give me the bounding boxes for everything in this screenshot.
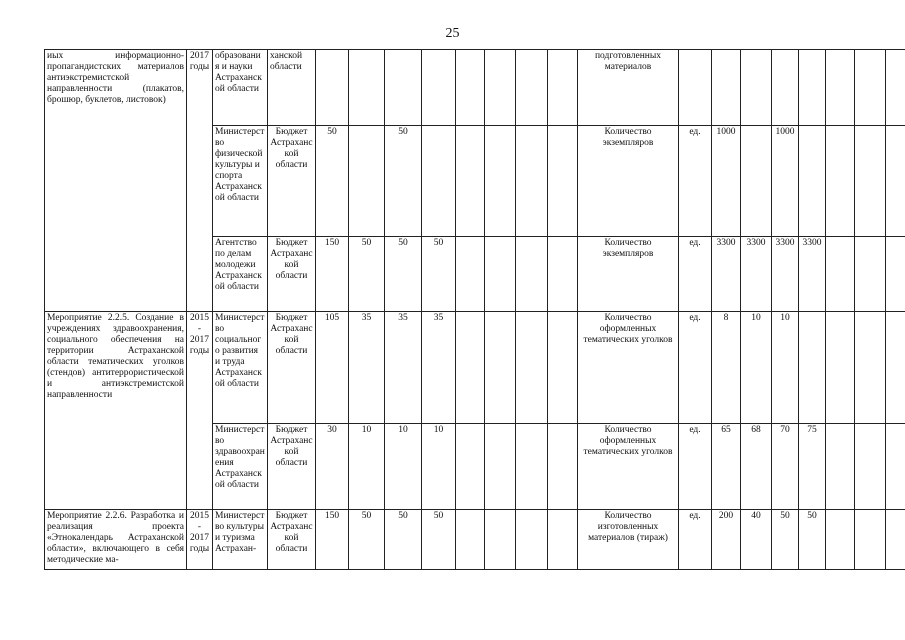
measure-years: 2017 годы [187, 50, 213, 312]
empty-cell [516, 312, 548, 424]
empty-cell [548, 424, 578, 510]
funding-2016: 50 [385, 510, 422, 570]
empty-cell [548, 50, 578, 126]
indicator-name: Количество изготовленных материалов (тираж) [578, 510, 679, 570]
target-2017: 50 [799, 510, 826, 570]
target-2017: 3300 [799, 237, 826, 312]
target-base: 1000 [712, 126, 741, 237]
funding-2015: 50 [349, 237, 385, 312]
empty-cell [886, 237, 905, 312]
funding-total: 30 [316, 424, 349, 510]
measure-years: 2015 - 2017 годы [187, 312, 213, 510]
empty-cell [855, 312, 886, 424]
target-base: 3300 [712, 237, 741, 312]
target-2016 [772, 50, 799, 126]
target-2015: 40 [741, 510, 772, 570]
funding-2017: 10 [422, 424, 456, 510]
target-2016: 1000 [772, 126, 799, 237]
empty-cell [456, 510, 485, 570]
funding-source: Бюджет Астраханской области [268, 424, 316, 510]
empty-cell [826, 510, 855, 570]
target-2015 [741, 50, 772, 126]
measure-name: Мероприятие 2.2.6. Разработка и реализация проекта «Этнокалендарь Астраханской области», включающего в себя методические ма- [45, 510, 187, 570]
program-table [44, 49, 905, 570]
indicator-unit: ед. [679, 237, 712, 312]
empty-cell [826, 312, 855, 424]
funding-2016: 50 [385, 237, 422, 312]
empty-cell [855, 50, 886, 126]
funding-source: Бюджет Астраханской области [268, 312, 316, 424]
empty-cell [516, 50, 548, 126]
empty-cell [886, 424, 905, 510]
funding-2016: 10 [385, 424, 422, 510]
empty-cell [516, 237, 548, 312]
empty-cell [516, 510, 548, 570]
indicator-unit: ед. [679, 424, 712, 510]
funding-total: 150 [316, 510, 349, 570]
target-2015: 68 [741, 424, 772, 510]
executor: Министерство социального развития и труда Астраханской области [213, 312, 268, 424]
indicator-unit: ед. [679, 312, 712, 424]
funding-2017: 50 [422, 237, 456, 312]
target-2015 [741, 126, 772, 237]
target-2017: 75 [799, 424, 826, 510]
empty-cell [826, 50, 855, 126]
empty-cell [485, 237, 516, 312]
executor: Министерство здравоохранения Астраханской области [213, 424, 268, 510]
empty-cell [886, 50, 905, 126]
target-2017 [799, 126, 826, 237]
empty-cell [485, 312, 516, 424]
executor: Агентство по делам молодежи Астраханской области [213, 237, 268, 312]
target-2016: 50 [772, 510, 799, 570]
empty-cell [456, 126, 485, 237]
empty-cell [548, 510, 578, 570]
empty-cell [886, 312, 905, 424]
funding-total: 150 [316, 237, 349, 312]
empty-cell [456, 312, 485, 424]
empty-cell [485, 126, 516, 237]
empty-cell [485, 50, 516, 126]
funding-source: Бюджет Астраханской области [268, 510, 316, 570]
empty-cell [826, 237, 855, 312]
target-2016: 70 [772, 424, 799, 510]
target-base: 8 [712, 312, 741, 424]
funding-source: Бюджет Астраханской области [268, 237, 316, 312]
funding-2015: 50 [349, 510, 385, 570]
empty-cell [456, 237, 485, 312]
empty-cell [456, 424, 485, 510]
indicator-unit: ед. [679, 510, 712, 570]
funding-2016 [385, 50, 422, 126]
empty-cell [826, 126, 855, 237]
indicator-name: подготовленных материалов [578, 50, 679, 126]
target-2017 [799, 50, 826, 126]
funding-2015 [349, 50, 385, 126]
target-2016: 3300 [772, 237, 799, 312]
target-base [712, 50, 741, 126]
target-2015: 10 [741, 312, 772, 424]
funding-source: ханской области [268, 50, 316, 126]
empty-cell [855, 126, 886, 237]
indicator-name: Количество оформленных тематических уголков [578, 312, 679, 424]
funding-total: 50 [316, 126, 349, 237]
indicator-unit: ед. [679, 126, 712, 237]
funding-2016: 50 [385, 126, 422, 237]
funding-total: 105 [316, 312, 349, 424]
empty-cell [516, 424, 548, 510]
measure-name: Мероприятие 2.2.5. Создание в учреждениях здравоохранения, социального обеспечения на территории Астраханской области тематических уголков (стендов) антитеррористической и антиэкстремистской направленности [45, 312, 187, 510]
empty-cell [855, 237, 886, 312]
funding-2015: 35 [349, 312, 385, 424]
measure-name: иых информационно-пропагандистских материалов антиэкстремистской направленности (плакатов, брошюр, буклетов, листовок) [45, 50, 187, 312]
table-row [45, 50, 905, 126]
page-number: 25 [445, 26, 460, 41]
target-2016: 10 [772, 312, 799, 424]
empty-cell [826, 424, 855, 510]
target-2017 [799, 312, 826, 424]
funding-2017: 35 [422, 312, 456, 424]
target-base: 65 [712, 424, 741, 510]
indicator-name: Количество экземпляров [578, 237, 679, 312]
indicator-name: Количество оформленных тематических уголков [578, 424, 679, 510]
funding-2015 [349, 126, 385, 237]
funding-2017 [422, 50, 456, 126]
empty-cell [485, 510, 516, 570]
funding-total [316, 50, 349, 126]
funding-2015: 10 [349, 424, 385, 510]
empty-cell [548, 126, 578, 237]
indicator-unit [679, 50, 712, 126]
empty-cell [485, 424, 516, 510]
executor: Министерство культуры и туризма Астрахан- [213, 510, 268, 570]
empty-cell [886, 510, 905, 570]
indicator-name: Количество экземпляров [578, 126, 679, 237]
empty-cell [855, 424, 886, 510]
empty-cell [456, 50, 485, 126]
funding-2016: 35 [385, 312, 422, 424]
table-row [45, 510, 905, 570]
target-2015: 3300 [741, 237, 772, 312]
measure-years: 2015 - 2017 годы [187, 510, 213, 570]
funding-2017: 50 [422, 510, 456, 570]
executor: Министерство физической культуры и спорта Астраханской области [213, 126, 268, 237]
target-base: 200 [712, 510, 741, 570]
table-row [45, 312, 905, 424]
empty-cell [548, 312, 578, 424]
empty-cell [855, 510, 886, 570]
executor: образования и науки Астраханской области [213, 50, 268, 126]
empty-cell [548, 237, 578, 312]
funding-2017 [422, 126, 456, 237]
funding-source: Бюджет Астраханской области [268, 126, 316, 237]
empty-cell [886, 126, 905, 237]
empty-cell [516, 126, 548, 237]
